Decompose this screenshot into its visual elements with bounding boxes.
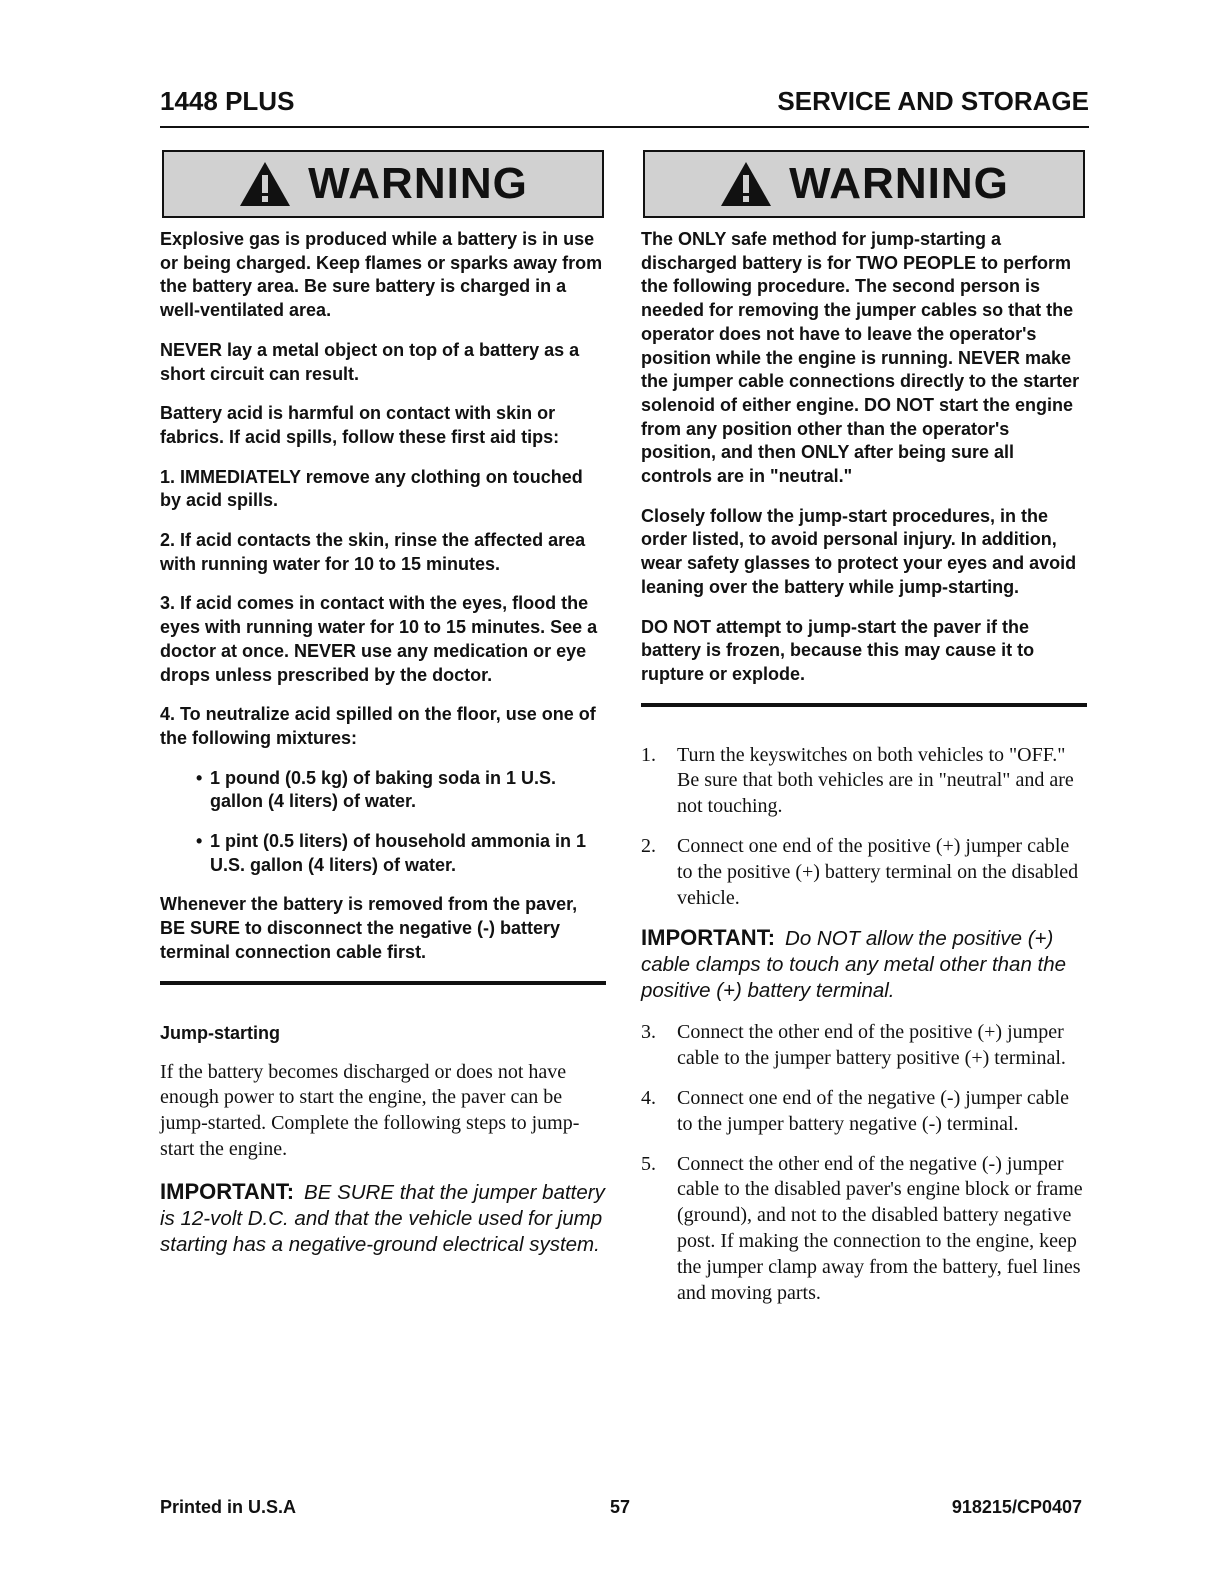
step-text: Connect the other end of the positive (+) jumper cable to the jumper battery positive (+) terminal. [677,1021,1066,1070]
important-text: Do NOT allow the positive (+) cable clamps to touch any metal other than the positive (+) battery terminal. [641,927,1067,1003]
warning-label: WARNING [308,159,528,208]
right-column [641,150,1087,1320]
step-text: Connect one end of the negative (-) jumper cable to the jumper battery negative (-) terminal. [677,1087,1070,1135]
step-number: 4. [641,1087,656,1110]
important-note [160,1179,606,1258]
warning-banner [643,150,1085,218]
section-title: SERVICE AND STORAGE [777,86,1089,116]
warning-text [160,228,606,965]
first-aid-step: 3. If acid comes in contact with the eyes, flood the eyes with running water for 10 to 15 minutes. See a doctor at once. NEVER use any medication or eye drops unless prescribed by the doctor. [160,593,598,685]
important-label: IMPORTANT: [641,925,776,951]
print-location: Printed in U.S.A [160,1497,297,1517]
step-text: Turn the keyswitches on both vehicles to "OFF." Be sure that both vehicles are in "neutral" and are not touching. [677,743,1074,818]
list-item: • 1 pint (0.5 liters) of household ammonia in 1 U.S. gallon (4 liters) of water. [196,830,606,877]
document-code: 918215/CP0407 [951,1497,1082,1517]
warning-triangle-icon [238,160,292,208]
warning-paragraph: Battery acid is harmful on contact with skin or fabrics. If acid spills, follow these first aid tips: [160,403,560,447]
first-aid-step: 1. IMMEDIATELY remove any clothing on touched by acid spills. [160,466,583,511]
left-column [160,150,606,1258]
warning-closing: Whenever the battery is removed from the paver, BE SURE to disconnect the negative (-) battery terminal connection cable first. [160,894,578,962]
list-item [641,834,1087,911]
page-header [160,86,1089,128]
warning-text [641,228,1087,687]
warning-paragraph: The ONLY safe method for jump-starting a discharged battery is for TWO PEOPLE to perform the following procedure. The second person is needed for removing the jumper cables so that the operator does not have to leave the operator's position while the engine is running. NEVER make the jumper cable connections directly to the starter solenoid of either engine. DO NOT start the engine from any position other than the operator's position, and then ONLY after being sure all controls are in "neutral." [641,229,1080,487]
warning-triangle-icon [719,160,773,208]
step-text: Connect the other end of the negative (-) jumper cable to the disabled paver's engine block or frame (ground), and not to the disabled battery negative post. If making the connection to the engine, keep the jumper clamp away from the battery, fuel lines and moving parts. [677,1152,1083,1304]
warning-label: WARNING [789,159,1009,208]
first-aid-step: 4. To neutralize acid spilled on the floor, use one of the following mixtures: [160,704,596,748]
warning-banner [162,150,604,218]
list-item: • 1 pound (0.5 kg) of baking soda in 1 U.S. gallon (4 liters) of water. [196,767,606,814]
warning-paragraph: NEVER lay a metal object on top of a battery as a short circuit can result. [160,339,580,384]
step-number: 1. [641,743,656,766]
divider [641,703,1087,707]
warning-paragraph: DO NOT attempt to jump-start the paver if the battery is frozen, because this may cause it to rupture or explode. [641,616,1035,684]
warning-paragraph: Closely follow the jump-start procedures, in the order listed, to avoid personal injury. In addition, wear safety glasses to protect your eyes and avoid leaning over the battery while jump-starting. [641,505,1077,597]
step-number: 5. [641,1152,656,1175]
warning-paragraph: Explosive gas is produced while a battery is in use or being charged. Keep flames or sparks away from the battery area. Be sure battery is charged in a well-ventilated area. [160,229,603,321]
list-item [641,1086,1087,1138]
step-number: 3. [641,1021,656,1044]
jump-starting-heading: Jump-starting [160,1022,281,1043]
important-text: BE SURE that the jumper battery is 12-volt D.C. and that the vehicle used for jump starting has a negative-ground electrical system. [160,1180,605,1256]
list-item [641,1152,1087,1307]
procedure-steps [641,1020,1087,1306]
list-item [641,1020,1087,1072]
step-number: 2. [641,835,656,858]
divider [160,981,606,985]
procedure-steps [641,743,1087,912]
model-title: 1448 PLUS [160,86,295,116]
jump-starting-intro: If the battery becomes discharged or does not have enough power to start the engine, the paver can be jump-started. Complete the following steps to jump-start the engine. [160,1060,580,1160]
list-item [641,743,1087,820]
important-note [641,925,1087,1004]
mixture-list [196,767,606,878]
important-label: IMPORTANT: [160,1178,295,1204]
page-number: 57 [610,1497,631,1517]
first-aid-step: 2. If acid contacts the skin, rinse the affected area with running water for 10 to 15 minutes. [160,530,586,574]
step-text: Connect one end of the positive (+) jumper cable to the positive (+) battery terminal on the disabled vehicle. [677,835,1079,909]
